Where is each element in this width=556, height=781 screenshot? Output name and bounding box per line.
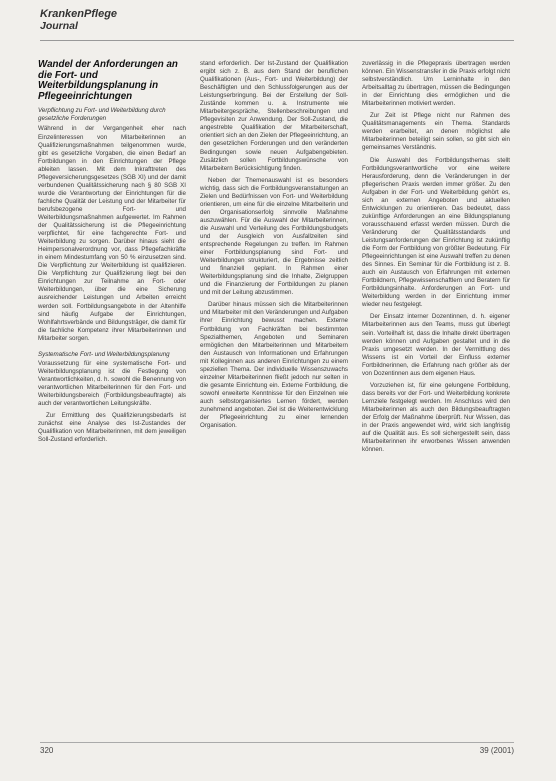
paragraph: Darüber hinaus müssen sich die Mitarbeiterinnen und Mitarbeiter mit den Veränderungen und Aufgaben ihrer Einrichtung bewusst machen. Externe Fortbildung von Fachkräften bei bestimmten Spezialthemen, Angeboten und Seminaren ermöglichen den Mitarbeiterinnen und Mitarbeitern den Austausch von Informationen und Erfahrungen mit Kolleginnen aus anderen Einrichtungen zu einem speziellen Thema. Der individuelle Wissenszuwachs einzelner Mitarbeiterinnen fließt jedoch nur selten in die gesamte Einrichtung ein. Externe Fortbildung, die sowohl erweiterte Kenntnisse für den Einzelnen wie auch selbstorganisiertes Lernen fördert, werden zunehmend angeboten. Ziel ist die Weiterentwicklung der Pflegeeinrichtung zu einer lernenden Organisation. bbox=[200, 301, 348, 430]
paragraph: Zur Ermittlung des Qualifizierungsbedarfs ist zunächst eine Analyse des Ist-Zustandes der Qualifikation von Mitarbeiterinnen, mit dem jeweiligen Soll-Zustand erforderlich. bbox=[38, 412, 186, 444]
text-column-3 bbox=[362, 60, 510, 454]
paragraph: Die Auswahl des Fortbildungsthemas stellt Fortbildungsverantwortliche vor eine weitere Herausforderung, denn die Veränderungen in der pflegerischen Praxis werden immer größer. Zu den Aufgaben in der Fort- und Weiterbildung gehört es, sich an externen Angeboten und aktuellen Entwicklungen zu orientieren. Das bedeutet, dass zukünftige Anforderungen an eine Bildungsplanung vorausschauend erfasst werden müssen. Durch die Veränderung der Qualitätsstandards und Leistungsanforderungen der Einrichtung ist zukünftig die Form der Fortbildung von größter Bedeutung. Für Pflegeeinrichtungen ist eine Auswahl treffen zu denen des Sinnes. Ein Seminar für die Fortbildung ist z. B. auch ein Austausch von Erfahrungen mit externen Fortbildnern, Pflegewissenschaftlern und Beratern für Fortbildungsinhalte. Anforderungen an Fort- und Weiterbildung werden in der Einrichtung immer wieder neu festgelegt. bbox=[362, 156, 510, 309]
paragraph: Der Einsatz interner Dozentinnen, d. h. eigener Mitarbeiterinnen aus den Teams, muss gut überlegt sein. Vorteilhaft ist, dass die Inhalte direkt übertragen werden können und Aufgaben gestaltet und in die Praxis umgesetzt werden. In der Vermittlung des Wissens ist ein Vorteil der Einfluss externer Fortbildnerinnen, die Erfahrung nach größer als der von Dozentinnen aus dem eigenen Haus. bbox=[362, 313, 510, 377]
footer-rule bbox=[40, 742, 514, 743]
paragraph: zuverlässig in die Pflegepraxis übertragen werden können. Ein Wissenstransfer in die Praxis erfolgt nicht selbstverständlich. Um Lerninhalte in den Arbeitsalltag zu übertragen, müssen die Bedingungen in der Einrichtung dies ermöglichen und die Mitarbeiterinnen motiviert werden. bbox=[362, 60, 510, 108]
paragraph: Während in der Vergangenheit eher nach Einzelinteressen von Mitarbeiterinnen an Qualifizierungsmaßnahmen teilgenommen wurde, gibt es gesetzliche Vorgaben, die einen Bedarf an Fortbildungen in den Einrichtungen der Pflege ableiten lassen. Mit dem Inkrafttreten des Pflegeversicherungsgesetzes (SGB XI) und der damit verbundenen Qualitätssicherung nach § 80 SGB XI wurde die Verantwortung der Einrichtungen für die fachliche Qualität der Leistung und der Mitarbeiter für berufsbezogene Fort- und Weiterbildungsmaßnahmen aufgewertet. Im Rahmen der Qualitätssicherung ist die Pflegeeinrichtung verpflichtet, für eine fachgerechte Fort- und Weiterbildung zu sorgen. Darüber hinaus sieht die Heimpersonalverordnung vor, dass Pflegefachkräfte in einem Mindestumfang von 50 % einzusetzen sind. Die Verpflichtung zur Weiterbildung ist qualifizieren. Die Verpflichtung zur Qualifizierung liegt bei den Einrichtungen zur Teilnahme an Fort- oder Weiterbildungen, über die eine Sicherung ausreichender Leistungen und Arbeiten erreicht werden soll. Fortbildungsangebote in der Altenhilfe sind häufig Aufgabe der Einrichtungen, Wohlfahrtsverbände und Bildungsträger, die damit für die fachliche Kompetenz ihrer Mitarbeiterinnen und Mitarbeiter sorgen. bbox=[38, 125, 186, 342]
journal-name-line2: Journal bbox=[40, 19, 78, 32]
paragraph: Voraussetzung für eine systematische Fort- und Weiterbildungsplanung ist die Festlegung von Verantwortlichkeiten, d. h. sowohl die Benennung von verantwortlichen Mitarbeiterinnen für den Fort- und Weiterbildungsbereich (Fortbildungsbeauftragte) als auch der verantwortlichen Leitungskräfte. bbox=[38, 359, 186, 408]
text-column-1 bbox=[38, 60, 186, 444]
paragraph: Zur Zeit ist Pflege nicht nur Rahmen des Qualitätsmanagements ein Thema. Standards werden erarbeitet, an denen möglichst alle Mitarbeiterinnen beteiligt sein sollen, so gibt sich ein gemeinsames Verständnis. bbox=[362, 112, 510, 152]
text-column-2 bbox=[200, 60, 348, 430]
paragraph: Neben der Themenauswahl ist es besonders wichtig, dass sich die Fortbildungsveranstaltungen an Zielen und Bedürfnissen von Fort- und Weiterbildung orientieren, um eine für die einzelne Mitarbeiterin und den Organisationserfolg sinnvolle Maßnahme auszuwählen. Für die Auswahl der Mitarbeiterinnen, die Auswahl und Verteilung des Fortbildungsbudgets und der Ausgleich von Ausfallzeiten sind entsprechende Regelungen zu treffen. Im Rahmen einer Fortbildungsplanung sind Fort- und Weiterbildungen strukturiert, die Ergebnisse zeitlich und finanziell geplant. In Rahmen einer Weiterbildungsplanung sind die Inhalte, Zielgruppen und die Finanzierung der Fortbildungen zu planen und mit der Leitung abzustimmen. bbox=[200, 176, 348, 297]
issue-number: 39 (2001) bbox=[479, 746, 514, 755]
article-subtitle: Verpflichtung zu Fort- und Weiterbildung durch gesetzliche Forderungen bbox=[38, 107, 166, 123]
journal-name-line1: KrankenPflege bbox=[40, 8, 118, 20]
paragraph: stand erforderlich. Der Ist-Zustand der Qualifikation ergibt sich z. B. aus dem Stand der beruflichen Qualifikationen (Aus-, Fort- und Weiterbildung) der Beschäftigten und den Schlussfolgerungen aus der Leistungserbringung. Bei der Erstellung der Soll-Zustände kommen u. a. Instrumente wie Mitarbeitergespräche, Stellenbeschreibungen und Pflegevisiten zur Anwendung. Der Soll-Zustand, die angestrebte Qualifikation der Mitarbeiterschaft, orientiert sich an den Zielen der Pflegeeinrichtung, an den gesetzlichen Forderungen und den veränderten Bedingungen sowie neuen Aufgabengebieten. Zusätzlich sollen Fortbildungswünsche von Mitarbeitern Berücksichtigung finden. bbox=[200, 60, 348, 172]
paragraph: Vorzuziehen ist, für eine gelungene Fortbildung, dass bereits vor der Fort- und Weiterbildung konkrete Lernziele festgelegt werden. Im Anschluss wird den Mitarbeiterinnen als auch den Bildungsbeauftragten der Erfolg der Maßnahme überprüft. Nur Wissen, das in der Praxis angewendet wird, wirkt sich langfristig auf die Qualität aus. Es soll sichergestellt sein, dass Mitarbeiterinnen ihr erworbenes Wissen anwenden können. bbox=[362, 381, 510, 454]
page-number: 320 bbox=[40, 746, 54, 755]
header-rule bbox=[40, 40, 514, 41]
journal-masthead bbox=[40, 9, 117, 32]
section-heading: Systematische Fort- und Weiterbildungsplanung bbox=[38, 350, 170, 358]
article-title: Wandel der Anforderungen an die Fort- und Weiterbildungsplanung in Pflegeeinrichtungen bbox=[38, 59, 178, 102]
